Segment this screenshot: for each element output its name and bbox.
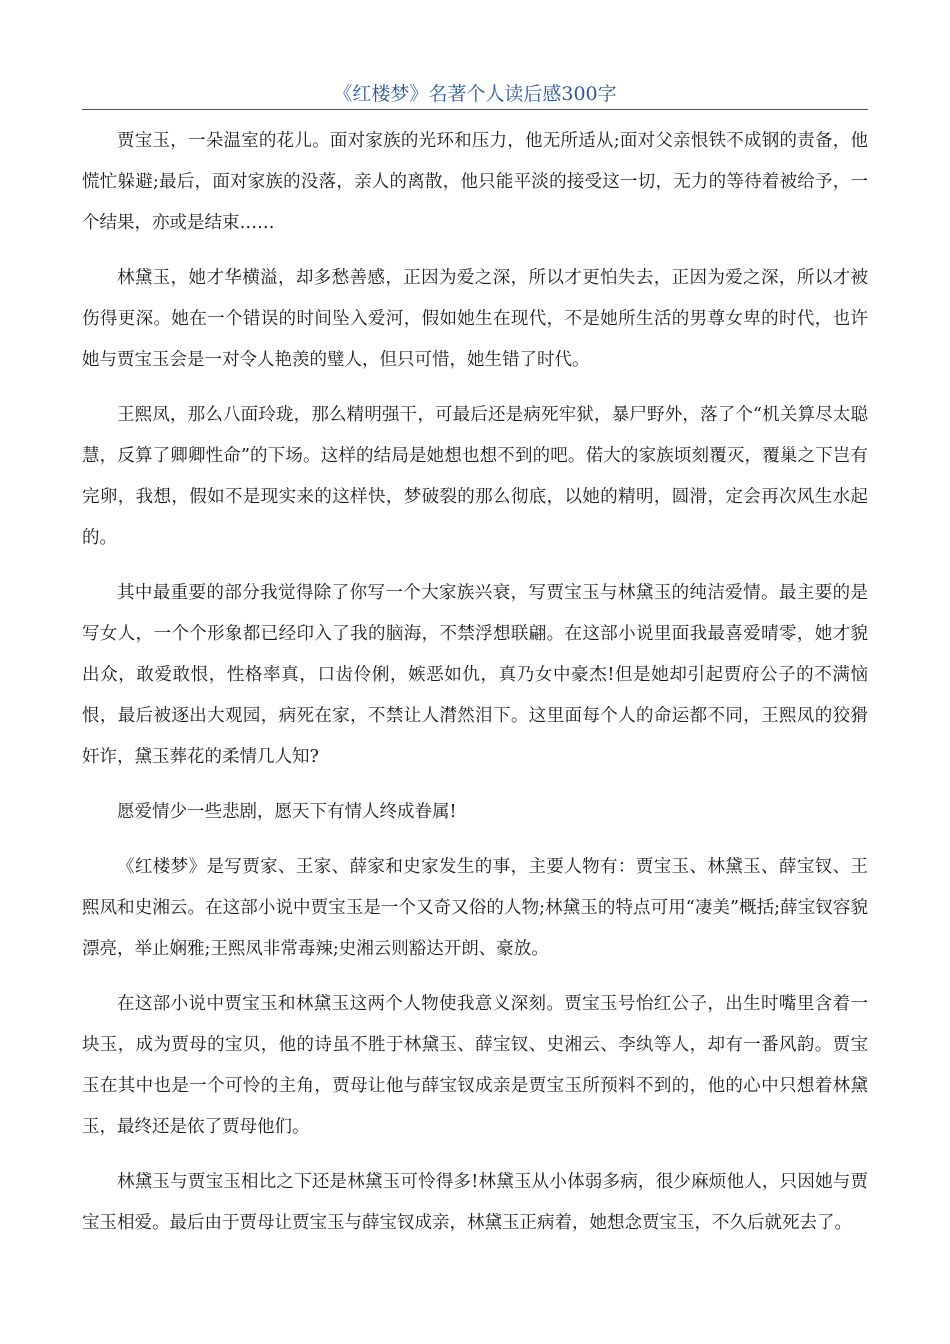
paragraph-5: 愿爱情少一些悲剧，愿天下有情人终成眷属!	[117, 802, 457, 822]
paragraph-2: 林黛玉，她才华横溢，却多愁善感，正因为爱之深，所以才更怕失去，正因为爱之深，所以才被伤得更深。她在一个错误的时间坠入爱河，假如她生在现代，不是她所生活的男尊女卑的时代，也许她与贾宝玉会是一对令人艳羡的璧人，但只可惜，她生错了时代。	[82, 268, 868, 370]
paragraph-8: 林黛玉与贾宝玉相比之下还是林黛玉可怜得多!林黛玉从小体弱多病，很少麻烦他人，只因她与贾宝玉相爱。最后由于贾母让贾宝玉与薛宝钗成亲，林黛玉正病着，她想念贾宝玉，不久后就死去了。	[82, 1172, 868, 1233]
paragraph-3: 王熙凤，那么八面玲珑，那么精明强干，可最后还是病死牢狱，暴尸野外，落了个“机关算尽太聪慧，反算了卿卿性命”的下场。这样的结局是她想也想不到的吧。偌大的家族顷刻覆灭，覆巢之下岂有完卵，我想，假如不是现实来的这样快，梦破裂的那么彻底，以她的精明，圆滑，定会再次风生水起的。	[82, 405, 868, 548]
title-underline	[82, 109, 868, 110]
paragraph-7: 在这部小说中贾宝玉和林黛玉这两个人物使我意义深刻。贾宝玉号怡红公子，出生时嘴里含着一块玉，成为贾母的宝贝，他的诗虽不胜于林黛玉、薛宝钗、史湘云、李纨等人，却有一番风韵。贾宝玉在其中也是一个可怜的主角，贾母让他与薛宝钗成亲是贾宝玉所预料不到的，他的心中只想着林黛玉，最终还是依了贾母他们。	[82, 994, 868, 1137]
paragraph-4: 其中最重要的部分我觉得除了你写一个大家族兴衰，写贾宝玉与林黛玉的纯洁爱情。最主要的是写女人，一个个形象都已经印入了我的脑海，不禁浮想联翩。在这部小说里面我最喜爱晴零，她才貌出众，敢爱敢恨，性格率真，口齿伶俐，嫉恶如仇，真乃女中豪杰!但是她却引起贾府公子的不满恼恨，最后被逐出大观园，病死在家，不禁让人潸然泪下。这里面每个人的命运都不同，王熙凤的狡猾奸诈，黛玉葬花的柔情几人知?	[82, 583, 868, 767]
document-body	[82, 121, 868, 1258]
paragraph-1: 贾宝玉，一朵温室的花儿。面对家族的光环和压力，他无所适从;面对父亲恨铁不成钢的责备，他慌忙躲避;最后，面对家族的没落，亲人的离散，他只能平淡的接受这一切，无力的等待着被给予，一个结果，亦或是结束……	[82, 131, 868, 233]
paragraph-6: 《红楼梦》是写贾家、王家、薛家和史家发生的事，主要人物有：贾宝玉、林黛玉、薛宝钗、王熙凤和史湘云。在这部小说中贾宝玉是一个又奇又俗的人物;林黛玉的特点可用“凄美”概括;薛宝钗容貌漂亮，举止娴雅;王熙凤非常毒辣;史湘云则豁达开朗、豪放。	[82, 857, 868, 959]
document-title: 《红楼梦》名著个人读后感300字	[333, 83, 617, 105]
